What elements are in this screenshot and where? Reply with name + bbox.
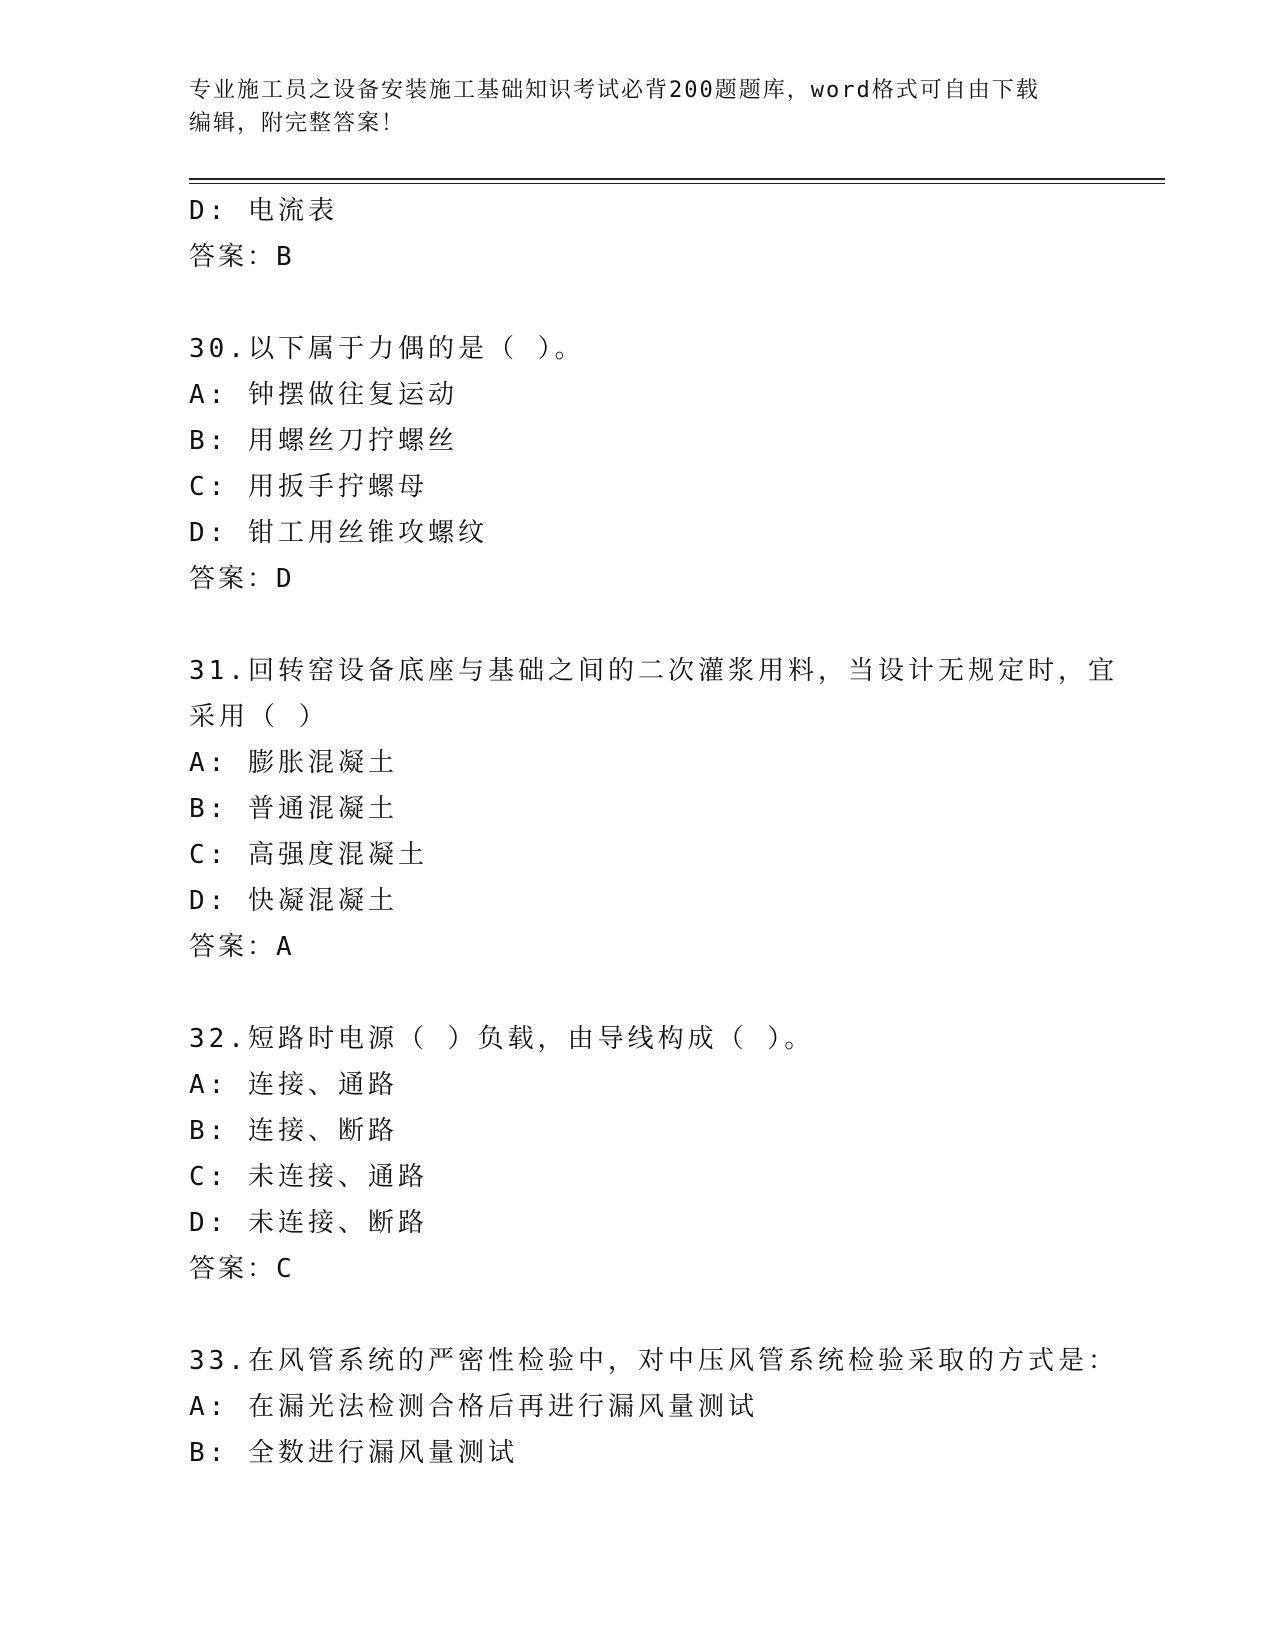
option-c: C: 用扳手拧螺母 [189,472,428,502]
document-header [189,74,1089,140]
option-a: A: 在漏光法检测合格后再进行漏风量测试 [189,1392,758,1422]
question-30 [189,326,1089,602]
option-d: D: 钳工用丝锥攻螺纹 [189,518,488,548]
option-b: B: 普通混凝土 [189,794,398,824]
question-32 [189,1016,1089,1292]
question-stem: 33.在风管系统的严密性检验中，对中压风管系统检验采取的方式是： [189,1346,1118,1376]
option-a: A: 连接、通路 [189,1070,398,1100]
option-b: B: 连接、断路 [189,1116,398,1146]
question-stem-continued: 采用（ ） [189,702,329,732]
option-d: D: 快凝混凝土 [189,886,398,916]
question-stem: 30.以下属于力偶的是（ ）。 [189,334,585,364]
header-line-1: 专业施工员之设备安装施工基础知识考试必背200题题库，word格式可自由下载 [189,78,1040,103]
option-b: B: 用螺丝刀拧螺丝 [189,426,458,456]
question-33 [189,1338,1118,1476]
header-line-2: 编辑，附完整答案！ [189,111,406,136]
option-c: C: 高强度混凝土 [189,840,428,870]
header-divider-thick [189,178,1165,180]
spacer [189,280,1089,326]
answer-line: 答案：A [189,932,295,962]
answer-line: 答案：C [189,1254,295,1284]
answer-line: 答案：D [189,564,295,594]
question-31 [189,648,1118,970]
spacer [189,1292,1089,1338]
option-d: D: 电流表 [189,196,338,226]
spacer [189,602,1089,648]
spacer [189,970,1089,1016]
option-c: C: 未连接、通路 [189,1162,428,1192]
question-stem: 32.短路时电源（ ）负载，由导线构成（ ）。 [189,1024,815,1054]
question-stem: 31.回转窑设备底座与基础之间的二次灌浆用料，当设计无规定时，宜 [189,656,1118,686]
question-content [189,188,1118,1476]
option-b: B: 全数进行漏风量测试 [189,1438,518,1468]
option-d: D: 未连接、断路 [189,1208,428,1238]
option-a: A: 钟摆做往复运动 [189,380,458,410]
header-divider-thin [189,183,1165,184]
answer-line: 答案：B [189,242,295,272]
option-a: A: 膨胀混凝土 [189,748,398,778]
